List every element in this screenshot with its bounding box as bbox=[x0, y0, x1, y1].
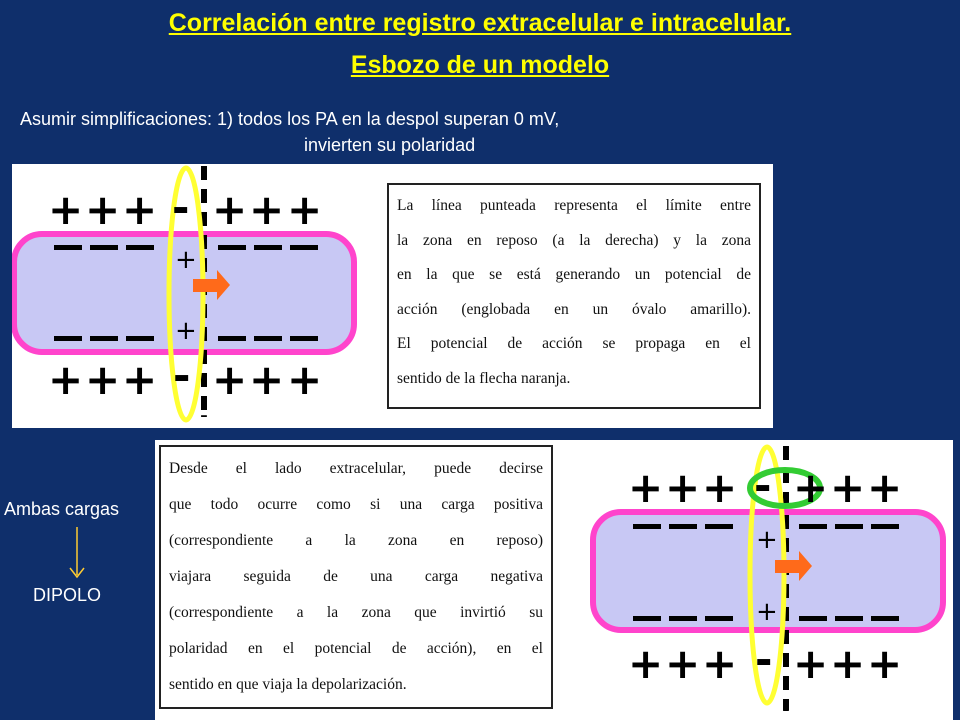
assumption-line1: Asumir simplificaciones: 1) todos los PA en la despol superan 0 mV, bbox=[20, 109, 560, 129]
charge-minus: - bbox=[782, 697, 790, 720]
charge-minus bbox=[90, 336, 118, 341]
bottom-figure-panel bbox=[155, 440, 953, 720]
charge-plus: + bbox=[122, 355, 158, 404]
dipole-label: DIPOLO bbox=[33, 585, 102, 605]
charge-minus: - bbox=[754, 461, 772, 510]
caption-line: sentido de la flecha naranja. bbox=[397, 369, 571, 387]
charge-plus: + bbox=[830, 639, 866, 688]
caption-line: (correspondiente a la zona que invirtió su bbox=[169, 604, 543, 621]
charge-minus bbox=[705, 616, 733, 621]
charge-plus: + bbox=[665, 639, 701, 688]
caption-line: acción (englobada en un óvalo amarillo). bbox=[397, 300, 751, 318]
caption-line: en la que se está generando un potencial de bbox=[397, 266, 751, 283]
charge-plus: + bbox=[628, 463, 664, 512]
charge-minus bbox=[633, 616, 661, 621]
charge-plus: + bbox=[85, 185, 121, 234]
charge-plus: + bbox=[793, 639, 829, 688]
charge-plus: + bbox=[628, 639, 664, 688]
charge-plus: + bbox=[793, 463, 829, 512]
charge-plus: + bbox=[702, 639, 738, 688]
slide-title-line1: Correlación entre registro extracelular e intracelular. bbox=[168, 9, 792, 37]
charge-plus: + bbox=[287, 355, 323, 404]
charge-plus: + bbox=[665, 463, 701, 512]
charge-plus: + bbox=[175, 316, 197, 346]
charge-minus: - bbox=[172, 183, 190, 232]
assumption-line2: invierten su polaridad bbox=[304, 135, 476, 155]
top-caption-box bbox=[387, 183, 761, 409]
charge-minus bbox=[799, 524, 827, 529]
charge-minus bbox=[871, 616, 899, 621]
charge-minus bbox=[669, 524, 697, 529]
charge-minus bbox=[254, 245, 282, 250]
charge-plus: + bbox=[249, 185, 285, 234]
charge-minus bbox=[126, 245, 154, 250]
charge-plus: + bbox=[867, 463, 903, 512]
charge-plus: + bbox=[175, 245, 197, 275]
charge-plus: + bbox=[249, 355, 285, 404]
charge-plus: + bbox=[756, 597, 778, 627]
charge-minus bbox=[254, 336, 282, 341]
charge-minus: - bbox=[173, 351, 191, 400]
caption-line: viajara seguida de una carga negativa bbox=[169, 568, 543, 585]
slide-title-line2: Esbozo de un modelo bbox=[350, 51, 610, 79]
caption-line: que todo ocurre como si una carga positiva bbox=[169, 496, 543, 513]
charge-plus: + bbox=[702, 463, 738, 512]
both-charges-label: Ambas cargas bbox=[4, 499, 120, 519]
charge-minus bbox=[835, 524, 863, 529]
charge-minus bbox=[218, 336, 246, 341]
charge-plus: + bbox=[212, 355, 248, 404]
caption-line: El potencial de acción se propaga en el bbox=[397, 335, 751, 352]
charge-minus bbox=[54, 245, 82, 250]
charge-minus bbox=[633, 524, 661, 529]
charge-plus: + bbox=[122, 185, 158, 234]
charge-minus bbox=[218, 245, 246, 250]
bottom-cell-diagram bbox=[573, 440, 953, 720]
caption-line: (correspondiente a la zona en reposo) bbox=[169, 532, 543, 549]
charge-minus bbox=[835, 616, 863, 621]
charge-plus: + bbox=[85, 355, 121, 404]
charge-minus bbox=[290, 245, 318, 250]
charge-plus: + bbox=[48, 355, 84, 404]
charge-plus: + bbox=[756, 525, 778, 555]
caption-line: la zona en reposo (a la derecha) y la zona bbox=[397, 231, 751, 249]
caption-line: Desde el lado extracelular, puede decirse bbox=[169, 460, 543, 477]
charge-minus: - bbox=[200, 403, 208, 428]
charge-plus: + bbox=[48, 185, 84, 234]
top-figure-panel bbox=[12, 164, 773, 428]
charge-minus: - bbox=[755, 635, 773, 684]
caption-line: polaridad en el potencial de acción), en el bbox=[169, 640, 543, 657]
charge-minus bbox=[799, 616, 827, 621]
charge-minus bbox=[871, 524, 899, 529]
charge-plus: + bbox=[287, 185, 323, 234]
charge-minus bbox=[290, 336, 318, 341]
down-arrow-icon bbox=[67, 525, 87, 581]
charge-plus: + bbox=[830, 463, 866, 512]
caption-line: La línea punteada representa el límite entre bbox=[397, 197, 751, 214]
charge-plus: + bbox=[867, 639, 903, 688]
charge-plus: + bbox=[212, 185, 248, 234]
charge-minus bbox=[669, 616, 697, 621]
charge-minus bbox=[90, 245, 118, 250]
charge-minus bbox=[705, 524, 733, 529]
charge-minus bbox=[54, 336, 82, 341]
bottom-caption-box bbox=[159, 445, 553, 709]
charge-minus bbox=[126, 336, 154, 341]
caption-line: sentido en que viaja la depolarización. bbox=[169, 676, 407, 693]
